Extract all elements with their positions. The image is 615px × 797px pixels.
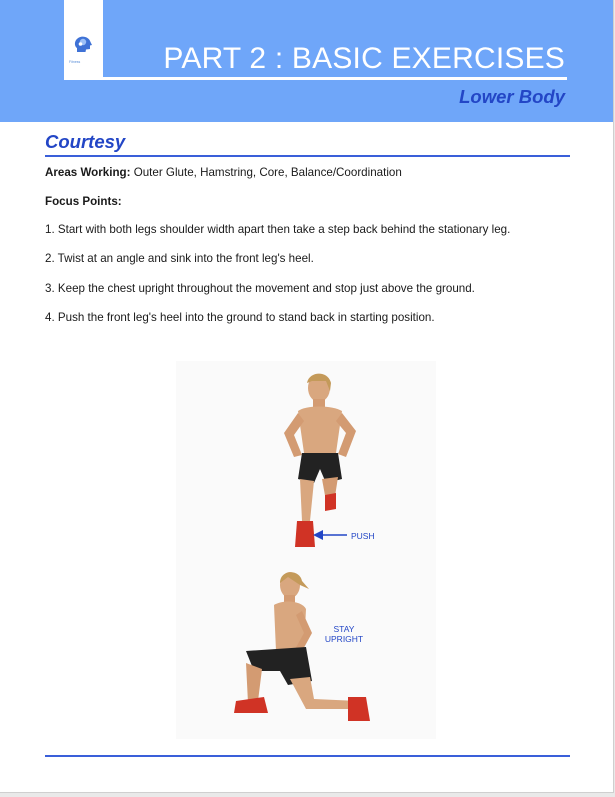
header-divider (103, 77, 567, 80)
focus-points-heading: Focus Points: (45, 195, 122, 208)
logo-wordmark: Fitness (69, 60, 81, 64)
focus-point: 2. Twist at an angle and sink into the front leg's heel. (45, 252, 314, 265)
brand-logo (64, 0, 103, 80)
areas-working (45, 166, 402, 179)
section-subtitle: Lower Body (459, 86, 565, 107)
part-title: PART 2 : BASIC EXERCISES (163, 42, 565, 75)
footer-divider (45, 755, 570, 757)
stay-upright-line1: STAY (333, 624, 355, 634)
stay-upright-annotation (321, 624, 367, 644)
push-annotation: PUSH (351, 531, 375, 541)
brain-head-icon (72, 34, 94, 56)
exercise-photo-top (176, 361, 436, 563)
exercise-figure-standing (176, 361, 436, 563)
exercise-title: Courtesy (45, 131, 126, 152)
focus-point: 3. Keep the chest upright throughout the movement and stop just above the ground. (45, 282, 475, 295)
focus-point: 1. Start with both legs shoulder width apart then take a step back behind the stationary leg. (45, 223, 511, 236)
title-divider (45, 155, 570, 157)
exercise-figure-lunge (176, 563, 436, 739)
areas-working-label: Areas Working: (45, 166, 131, 179)
stay-upright-line2: UPRIGHT (324, 634, 364, 644)
areas-working-value: Outer Glute, Hamstring, Core, Balance/Coordination (133, 166, 402, 179)
focus-point: 4. Push the front leg's heel into the ground to stand back in starting position. (45, 311, 435, 324)
exercise-photo-bottom (176, 563, 436, 739)
